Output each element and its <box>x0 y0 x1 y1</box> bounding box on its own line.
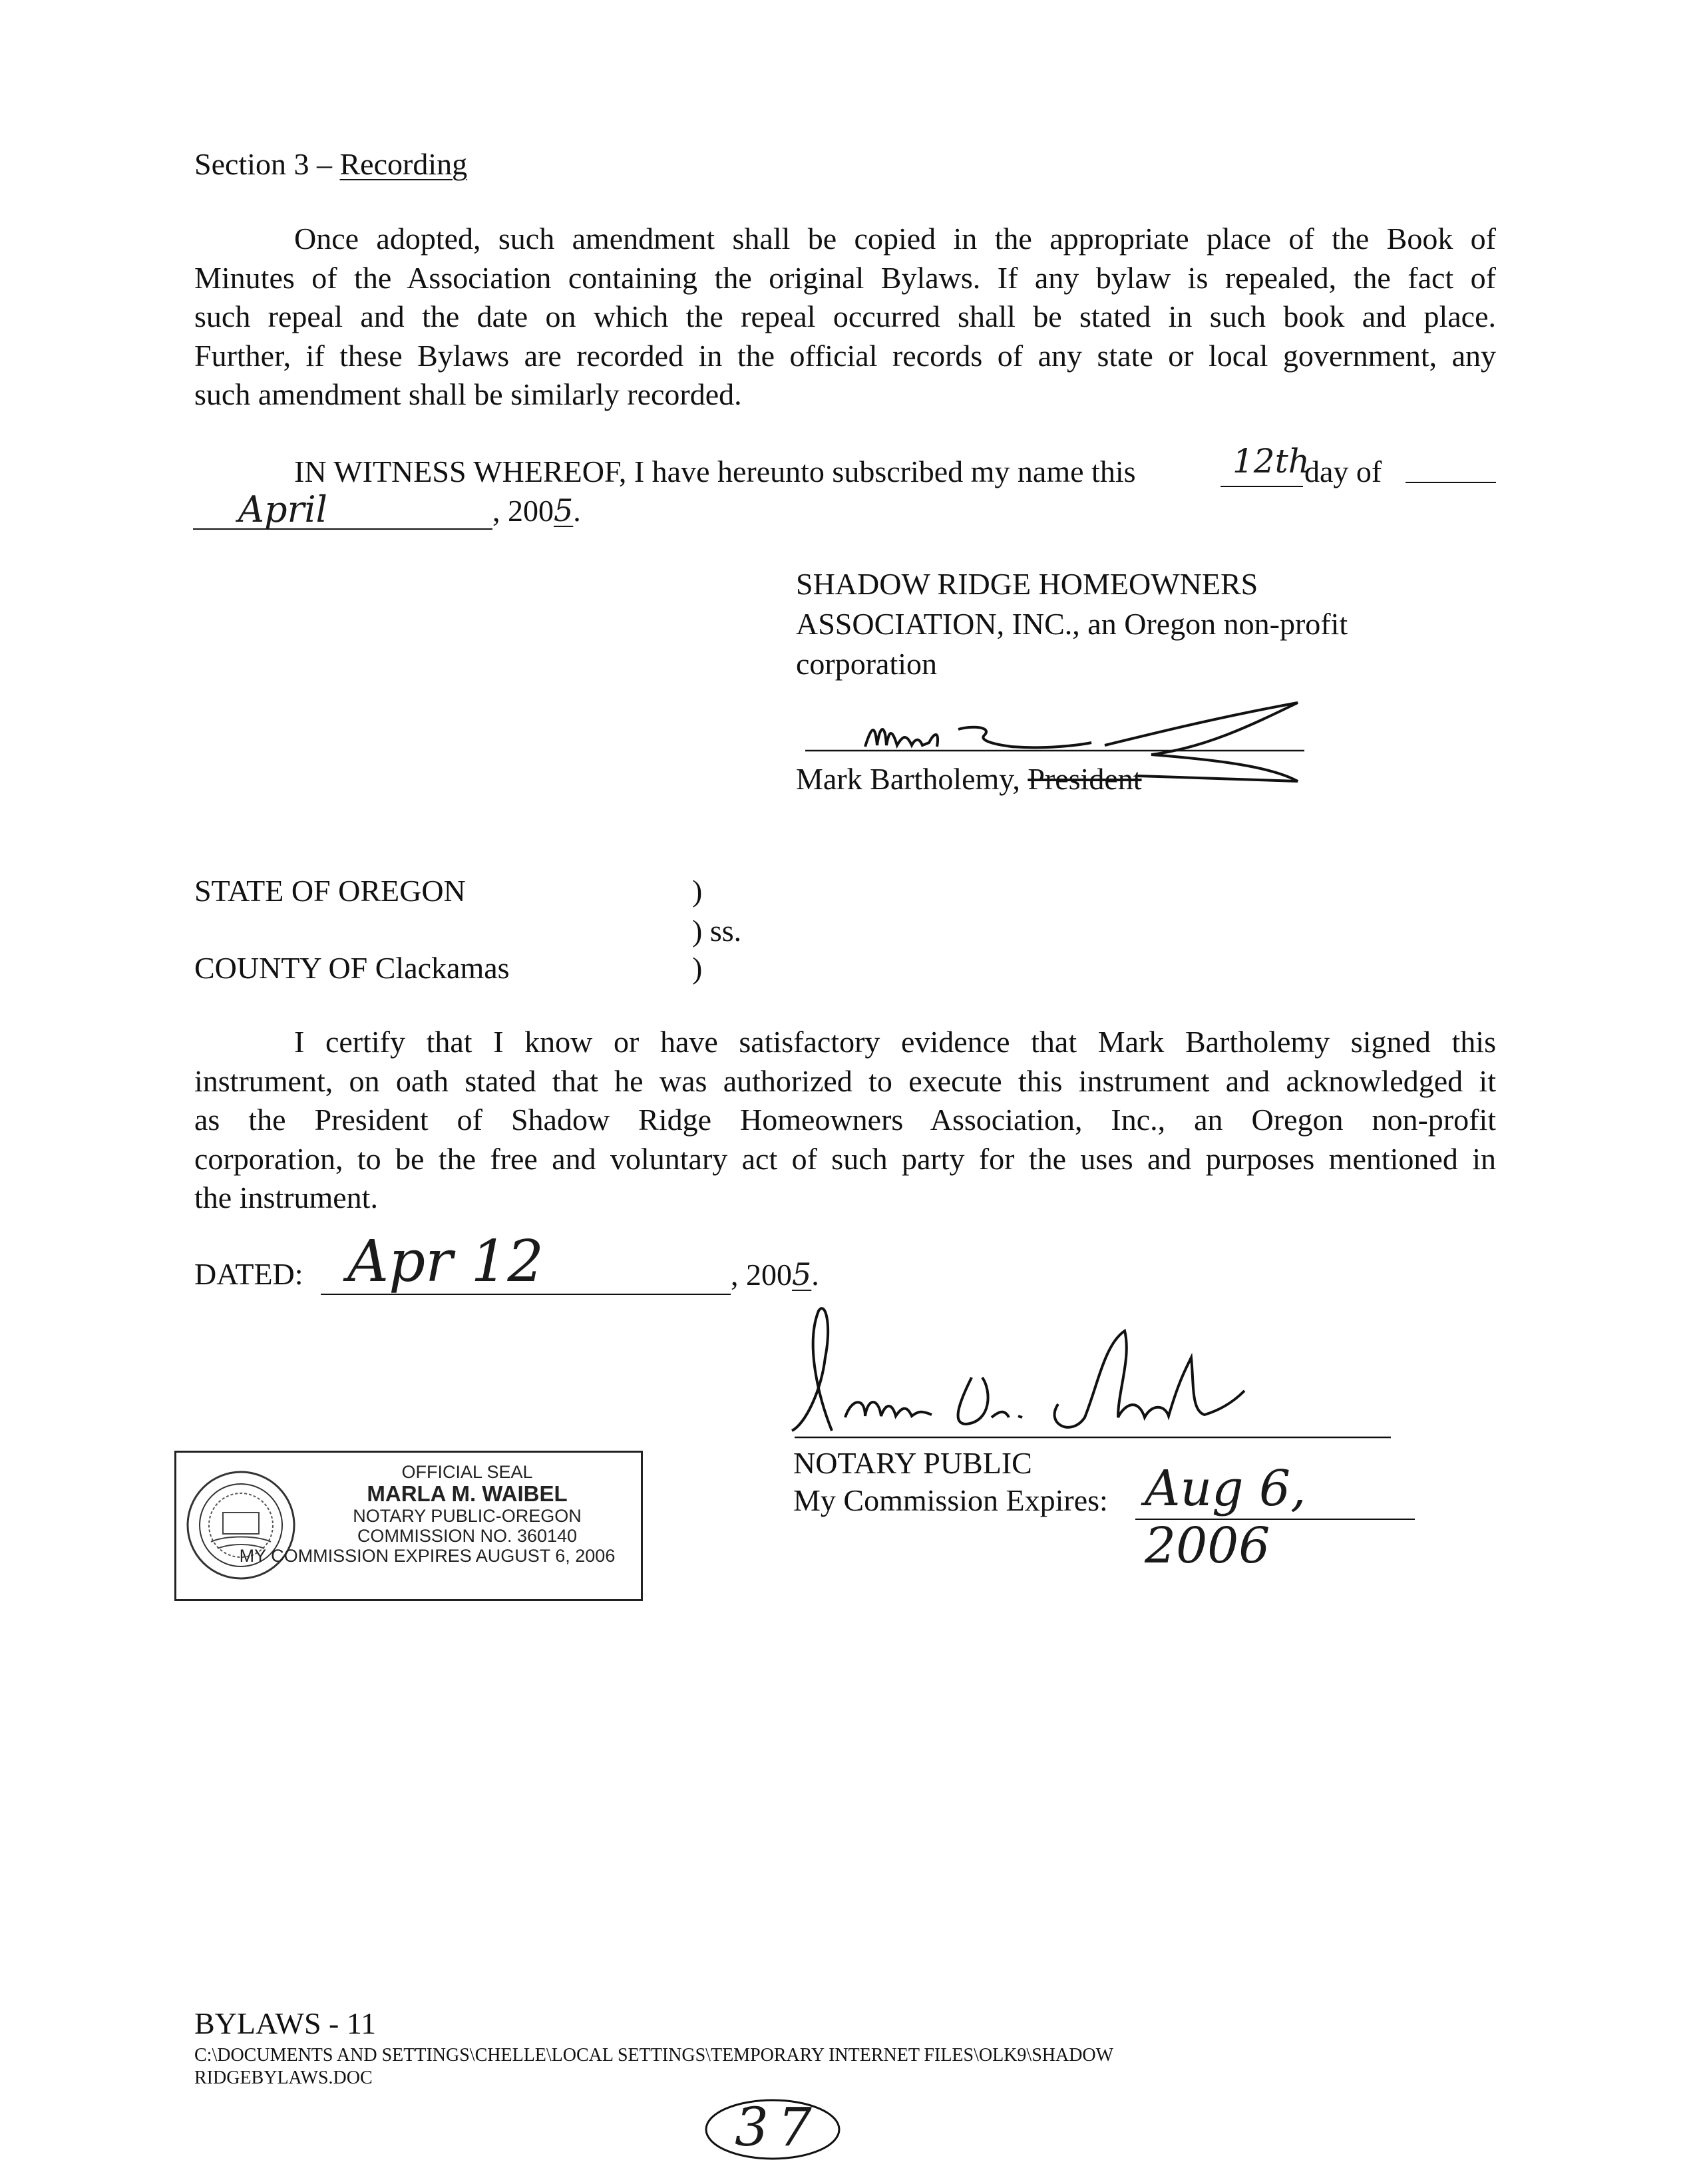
witness-day-handwritten: 12th <box>1232 442 1310 480</box>
paragraph-line: Once adopted, such amendment shall be copied in the appropriate place of the Book of <box>294 222 1496 256</box>
paragraph-line: Minutes of the Association containing the original Bylaws. If any bylaw is repealed, the fact of <box>194 260 1496 295</box>
seal-line: NOTARY PUBLIC-OREGON <box>353 1506 582 1526</box>
witness-line <box>294 453 1136 491</box>
witness-year <box>492 491 581 530</box>
venue-county: COUNTY OF Clackamas <box>194 951 510 985</box>
seal-notary-name: MARLA M. WAIBEL <box>367 1481 568 1506</box>
venue-paren-1: ) <box>692 874 703 908</box>
witness-year-suffix: . <box>573 494 581 528</box>
certify-line: as the President of Shadow Ridge Homeowners Association, Inc., an Oregon non-profit <box>194 1103 1496 1137</box>
dated-year-prefix: , 200 <box>731 1258 792 1292</box>
dated-blank <box>321 1228 731 1295</box>
section-title: Recording <box>339 147 468 181</box>
page-number-stamp: 37 <box>735 2096 821 2158</box>
witness-month-handwritten: April <box>238 488 327 530</box>
witness-text: IN WITNESS WHEREOF, I have hereunto subscribed my name this <box>294 455 1136 488</box>
witness-day-blank <box>1221 442 1310 487</box>
dated-label: DATED: <box>194 1257 303 1291</box>
notary-signature <box>792 1304 1391 1457</box>
witness-day-of <box>1304 453 1382 491</box>
footer-page-label: BYLAWS - 11 <box>194 2006 377 2040</box>
certify-line: instrument, on oath stated that he was authorized to execute this instrument and acknowledged it <box>194 1063 1496 1098</box>
dated-handwritten: Apr 12 <box>347 1228 544 1295</box>
recording-paragraph <box>194 220 1496 415</box>
notary-expires-label: My Commission Expires: <box>793 1483 1108 1517</box>
seal-text <box>239 1462 638 1566</box>
paragraph-line: such amendment shall be similarly recorded. <box>194 377 742 411</box>
association-line: corporation <box>796 647 938 681</box>
section-prefix: Section 3 – <box>194 147 340 181</box>
dated-year <box>731 1255 819 1294</box>
venue-paren-ss: ) ss. <box>692 914 742 948</box>
venue-paren-3: ) <box>692 951 703 985</box>
certify-line: corporation, to be the free and voluntary act of such party for the uses and purposes mentioned in <box>194 1141 1496 1176</box>
dated-year-handwritten: 5 <box>792 1256 812 1292</box>
notary-expires-blank <box>1135 1460 1415 1574</box>
paragraph-line: Further, if these Bylaws are recorded in the official records of any state or local government, any <box>194 338 1496 373</box>
association-line: SHADOW RIDGE HOMEOWNERS <box>796 567 1258 601</box>
witness-month-blank <box>193 488 492 530</box>
witness-year-prefix: , 200 <box>492 494 554 528</box>
witness-year-handwritten: 5 <box>554 492 574 528</box>
certify-paragraph <box>194 1023 1496 1218</box>
notary-expires <box>793 1481 1108 1520</box>
signatory-line <box>796 760 1142 799</box>
seal-line: OFFICIAL SEAL <box>401 1462 533 1482</box>
venue-state: STATE OF OREGON <box>194 874 466 908</box>
footer-path-line-2: RIDGEBYLAWS.DOC <box>194 2068 373 2088</box>
section-heading <box>194 145 467 184</box>
notary-title: NOTARY PUBLIC <box>793 1446 1032 1480</box>
dated-year-suffix: . <box>811 1258 819 1292</box>
witness-day-of-text: day of <box>1304 455 1382 488</box>
notary-expires-handwritten: Aug 6, 2006 <box>1145 1460 1306 1574</box>
signatory-title: President <box>1028 762 1142 796</box>
footer-path-line-1: C:\DOCUMENTS AND SETTINGS\CHELLE\LOCAL SETTINGS\TEMPORARY INTERNET FILES\OLK9\SHADOW <box>194 2045 1114 2066</box>
seal-line: MY COMMISSION EXPIRES AUGUST 6, 2006 <box>239 1546 616 1566</box>
paragraph-line: such repeal and the date on which the repeal occurred shall be stated in such book and place. <box>194 299 1496 333</box>
official-seal <box>174 1451 643 1601</box>
seal-line: COMMISSION NO. 360140 <box>357 1526 578 1546</box>
certify-line: the instrument. <box>194 1181 378 1214</box>
witness-day-of-underline <box>1406 482 1496 483</box>
association-line: ASSOCIATION, INC., an Oregon non-profit <box>796 607 1348 641</box>
signatory-name: Mark Bartholemy, <box>796 762 1028 796</box>
certify-line: I certify that I know or have satisfactory evidence that Mark Bartholemy signed this <box>294 1025 1496 1059</box>
association-block <box>796 564 1348 684</box>
